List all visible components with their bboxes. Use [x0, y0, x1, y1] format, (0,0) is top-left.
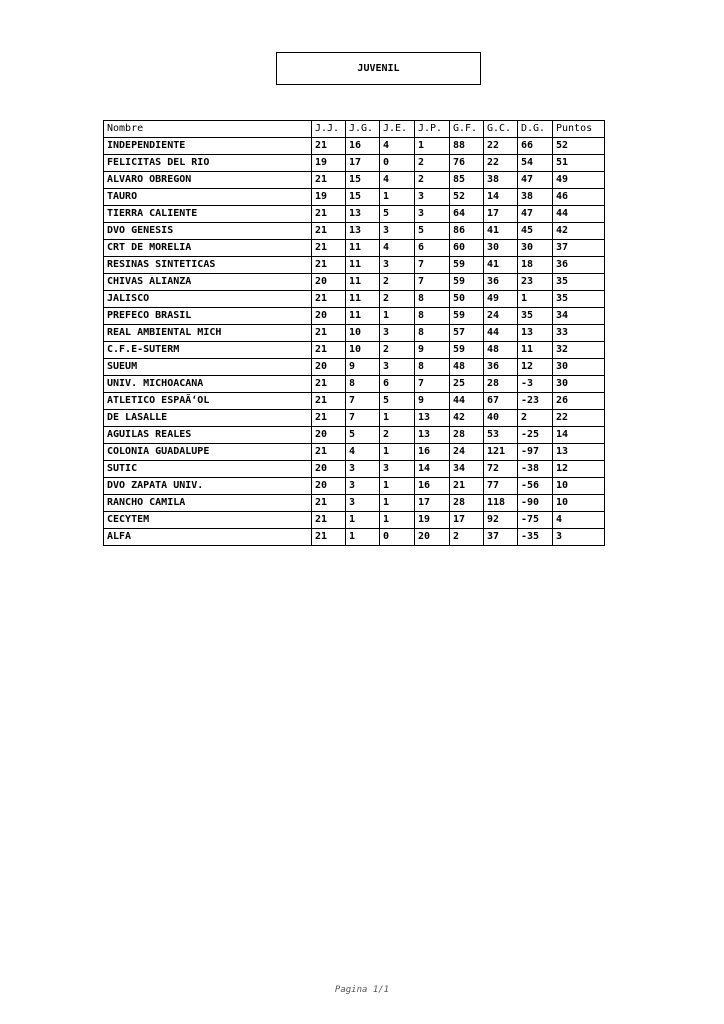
- jj-cell: 21: [312, 376, 346, 393]
- gf-cell: 85: [450, 172, 484, 189]
- jg-cell: 3: [346, 495, 380, 512]
- gc-cell: 44: [484, 325, 518, 342]
- puntos-cell: 14: [553, 427, 605, 444]
- table-row: [104, 376, 605, 393]
- team-name-cell: CRT DE MORELIA: [104, 240, 312, 257]
- team-name-cell: CECYTEM: [104, 512, 312, 529]
- table-body: [104, 138, 605, 546]
- jg-cell: 11: [346, 308, 380, 325]
- jg-cell: 3: [346, 478, 380, 495]
- table-row: [104, 223, 605, 240]
- puntos-cell: 35: [553, 274, 605, 291]
- jj-cell: 20: [312, 274, 346, 291]
- table-title-box: [276, 52, 481, 85]
- table-row: [104, 240, 605, 257]
- je-cell: 3: [380, 223, 415, 240]
- jg-cell: 15: [346, 189, 380, 206]
- gf-cell: 25: [450, 376, 484, 393]
- gf-cell: 44: [450, 393, 484, 410]
- header-je: J.E.: [380, 121, 415, 138]
- gf-cell: 59: [450, 257, 484, 274]
- gc-cell: 48: [484, 342, 518, 359]
- team-name-cell: INDEPENDIENTE: [104, 138, 312, 155]
- jg-cell: 17: [346, 155, 380, 172]
- team-name-cell: CHIVAS ALIANZA: [104, 274, 312, 291]
- table-row: [104, 206, 605, 223]
- dg-cell: 47: [518, 206, 553, 223]
- gf-cell: 28: [450, 495, 484, 512]
- standings-table: [103, 120, 605, 546]
- team-name-cell: SUEUM: [104, 359, 312, 376]
- jj-cell: 21: [312, 512, 346, 529]
- puntos-cell: 46: [553, 189, 605, 206]
- dg-cell: 1: [518, 291, 553, 308]
- jj-cell: 21: [312, 138, 346, 155]
- table-row: [104, 359, 605, 376]
- jj-cell: 21: [312, 257, 346, 274]
- jp-cell: 20: [415, 529, 450, 546]
- table-row: [104, 427, 605, 444]
- jg-cell: 8: [346, 376, 380, 393]
- table-row: [104, 512, 605, 529]
- jj-cell: 20: [312, 427, 346, 444]
- table-row: [104, 189, 605, 206]
- je-cell: 1: [380, 478, 415, 495]
- je-cell: 2: [380, 427, 415, 444]
- team-name-cell: DVO GENESIS: [104, 223, 312, 240]
- je-cell: 2: [380, 291, 415, 308]
- dg-cell: 13: [518, 325, 553, 342]
- team-name-cell: RANCHO CAMILA: [104, 495, 312, 512]
- gf-cell: 34: [450, 461, 484, 478]
- jj-cell: 21: [312, 325, 346, 342]
- je-cell: 3: [380, 325, 415, 342]
- dg-cell: 12: [518, 359, 553, 376]
- header-jp: J.P.: [415, 121, 450, 138]
- team-name-cell: DVO ZAPATA UNIV.: [104, 478, 312, 495]
- gc-cell: 38: [484, 172, 518, 189]
- puntos-cell: 12: [553, 461, 605, 478]
- gc-cell: 36: [484, 359, 518, 376]
- dg-cell: -3: [518, 376, 553, 393]
- jj-cell: 21: [312, 342, 346, 359]
- gf-cell: 50: [450, 291, 484, 308]
- jp-cell: 7: [415, 274, 450, 291]
- gf-cell: 88: [450, 138, 484, 155]
- jj-cell: 21: [312, 172, 346, 189]
- team-name-cell: TAURO: [104, 189, 312, 206]
- jp-cell: 17: [415, 495, 450, 512]
- gc-cell: 37: [484, 529, 518, 546]
- jp-cell: 14: [415, 461, 450, 478]
- jg-cell: 11: [346, 274, 380, 291]
- puntos-cell: 10: [553, 478, 605, 495]
- jp-cell: 2: [415, 155, 450, 172]
- dg-cell: -35: [518, 529, 553, 546]
- gf-cell: 59: [450, 274, 484, 291]
- header-nombre: Nombre: [104, 121, 312, 138]
- jg-cell: 1: [346, 529, 380, 546]
- je-cell: 4: [380, 172, 415, 189]
- puntos-cell: 3: [553, 529, 605, 546]
- jp-cell: 13: [415, 410, 450, 427]
- page-title: JUVENIL: [357, 63, 400, 74]
- table-row: [104, 410, 605, 427]
- puntos-cell: 44: [553, 206, 605, 223]
- jj-cell: 21: [312, 495, 346, 512]
- gc-cell: 17: [484, 206, 518, 223]
- je-cell: 3: [380, 461, 415, 478]
- table-row: [104, 308, 605, 325]
- jj-cell: 20: [312, 308, 346, 325]
- puntos-cell: 42: [553, 223, 605, 240]
- je-cell: 2: [380, 274, 415, 291]
- gc-cell: 118: [484, 495, 518, 512]
- dg-cell: 11: [518, 342, 553, 359]
- gc-cell: 22: [484, 155, 518, 172]
- jj-cell: 21: [312, 444, 346, 461]
- jj-cell: 20: [312, 478, 346, 495]
- jg-cell: 4: [346, 444, 380, 461]
- jg-cell: 15: [346, 172, 380, 189]
- jp-cell: 6: [415, 240, 450, 257]
- je-cell: 5: [380, 206, 415, 223]
- puntos-cell: 34: [553, 308, 605, 325]
- je-cell: 0: [380, 155, 415, 172]
- gf-cell: 57: [450, 325, 484, 342]
- jg-cell: 3: [346, 461, 380, 478]
- je-cell: 3: [380, 257, 415, 274]
- team-name-cell: ALFA: [104, 529, 312, 546]
- dg-cell: 66: [518, 138, 553, 155]
- je-cell: 5: [380, 393, 415, 410]
- puntos-cell: 32: [553, 342, 605, 359]
- jp-cell: 3: [415, 206, 450, 223]
- jp-cell: 9: [415, 393, 450, 410]
- dg-cell: 54: [518, 155, 553, 172]
- je-cell: 1: [380, 495, 415, 512]
- je-cell: 1: [380, 444, 415, 461]
- jp-cell: 9: [415, 342, 450, 359]
- table-row: [104, 478, 605, 495]
- jj-cell: 21: [312, 291, 346, 308]
- team-name-cell: JALISCO: [104, 291, 312, 308]
- jp-cell: 7: [415, 257, 450, 274]
- jp-cell: 8: [415, 359, 450, 376]
- puntos-cell: 37: [553, 240, 605, 257]
- jp-cell: 5: [415, 223, 450, 240]
- team-name-cell: ATLETICO ESPAÃ‘OL: [104, 393, 312, 410]
- jj-cell: 20: [312, 359, 346, 376]
- jg-cell: 7: [346, 410, 380, 427]
- gc-cell: 41: [484, 223, 518, 240]
- gc-cell: 67: [484, 393, 518, 410]
- team-name-cell: UNIV. MICHOACANA: [104, 376, 312, 393]
- jj-cell: 19: [312, 189, 346, 206]
- gc-cell: 121: [484, 444, 518, 461]
- jg-cell: 9: [346, 359, 380, 376]
- gc-cell: 72: [484, 461, 518, 478]
- team-name-cell: PREFECO BRASIL: [104, 308, 312, 325]
- puntos-cell: 22: [553, 410, 605, 427]
- gf-cell: 21: [450, 478, 484, 495]
- gc-cell: 77: [484, 478, 518, 495]
- je-cell: 6: [380, 376, 415, 393]
- gf-cell: 28: [450, 427, 484, 444]
- gf-cell: 24: [450, 444, 484, 461]
- dg-cell: 45: [518, 223, 553, 240]
- puntos-cell: 26: [553, 393, 605, 410]
- jj-cell: 19: [312, 155, 346, 172]
- gf-cell: 48: [450, 359, 484, 376]
- jg-cell: 7: [346, 393, 380, 410]
- puntos-cell: 35: [553, 291, 605, 308]
- table-row: [104, 393, 605, 410]
- puntos-cell: 52: [553, 138, 605, 155]
- header-puntos: Puntos: [553, 121, 605, 138]
- jg-cell: 5: [346, 427, 380, 444]
- team-name-cell: SUTIC: [104, 461, 312, 478]
- jj-cell: 21: [312, 223, 346, 240]
- puntos-cell: 30: [553, 359, 605, 376]
- jp-cell: 19: [415, 512, 450, 529]
- team-name-cell: TIERRA CALIENTE: [104, 206, 312, 223]
- jp-cell: 8: [415, 291, 450, 308]
- team-name-cell: ALVARO OBREGON: [104, 172, 312, 189]
- jj-cell: 21: [312, 410, 346, 427]
- table-row: [104, 342, 605, 359]
- je-cell: 1: [380, 189, 415, 206]
- header-gc: G.C.: [484, 121, 518, 138]
- jg-cell: 16: [346, 138, 380, 155]
- dg-cell: -75: [518, 512, 553, 529]
- team-name-cell: RESINAS SINTETICAS: [104, 257, 312, 274]
- jj-cell: 21: [312, 240, 346, 257]
- table-row: [104, 155, 605, 172]
- gf-cell: 59: [450, 308, 484, 325]
- gf-cell: 59: [450, 342, 484, 359]
- gf-cell: 64: [450, 206, 484, 223]
- dg-cell: 23: [518, 274, 553, 291]
- je-cell: 4: [380, 138, 415, 155]
- table-row: [104, 325, 605, 342]
- gf-cell: 17: [450, 512, 484, 529]
- gc-cell: 49: [484, 291, 518, 308]
- puntos-cell: 13: [553, 444, 605, 461]
- team-name-cell: C.F.E-SUTERM: [104, 342, 312, 359]
- table-row: [104, 495, 605, 512]
- team-name-cell: AGUILAS REALES: [104, 427, 312, 444]
- gc-cell: 14: [484, 189, 518, 206]
- jj-cell: 20: [312, 461, 346, 478]
- jp-cell: 3: [415, 189, 450, 206]
- dg-cell: 18: [518, 257, 553, 274]
- dg-cell: -56: [518, 478, 553, 495]
- jg-cell: 13: [346, 223, 380, 240]
- header-jj: J.J.: [312, 121, 346, 138]
- jg-cell: 10: [346, 325, 380, 342]
- table-row: [104, 257, 605, 274]
- jp-cell: 2: [415, 172, 450, 189]
- jp-cell: 7: [415, 376, 450, 393]
- team-name-cell: COLONIA GUADALUPE: [104, 444, 312, 461]
- puntos-cell: 33: [553, 325, 605, 342]
- je-cell: 0: [380, 529, 415, 546]
- table-row: [104, 291, 605, 308]
- gf-cell: 60: [450, 240, 484, 257]
- gf-cell: 42: [450, 410, 484, 427]
- gf-cell: 2: [450, 529, 484, 546]
- gc-cell: 22: [484, 138, 518, 155]
- team-name-cell: REAL AMBIENTAL MICH: [104, 325, 312, 342]
- page-footer: Pagina 1/1: [334, 985, 390, 995]
- jp-cell: 1: [415, 138, 450, 155]
- je-cell: 4: [380, 240, 415, 257]
- table-row: [104, 529, 605, 546]
- dg-cell: 30: [518, 240, 553, 257]
- header-jg: J.G.: [346, 121, 380, 138]
- jp-cell: 16: [415, 478, 450, 495]
- jj-cell: 21: [312, 529, 346, 546]
- je-cell: 2: [380, 342, 415, 359]
- header-dg: D.G.: [518, 121, 553, 138]
- dg-cell: -97: [518, 444, 553, 461]
- jp-cell: 8: [415, 308, 450, 325]
- table-row: [104, 444, 605, 461]
- dg-cell: 38: [518, 189, 553, 206]
- puntos-cell: 4: [553, 512, 605, 529]
- dg-cell: 35: [518, 308, 553, 325]
- je-cell: 1: [380, 410, 415, 427]
- gf-cell: 52: [450, 189, 484, 206]
- team-name-cell: DE LASALLE: [104, 410, 312, 427]
- jj-cell: 21: [312, 206, 346, 223]
- jp-cell: 8: [415, 325, 450, 342]
- table-row: [104, 274, 605, 291]
- je-cell: 3: [380, 359, 415, 376]
- puntos-cell: 36: [553, 257, 605, 274]
- jg-cell: 11: [346, 291, 380, 308]
- puntos-cell: 49: [553, 172, 605, 189]
- table-row: [104, 138, 605, 155]
- dg-cell: -23: [518, 393, 553, 410]
- jj-cell: 21: [312, 393, 346, 410]
- team-name-cell: FELICITAS DEL RIO: [104, 155, 312, 172]
- dg-cell: -38: [518, 461, 553, 478]
- puntos-cell: 10: [553, 495, 605, 512]
- header-gf: G.F.: [450, 121, 484, 138]
- gc-cell: 30: [484, 240, 518, 257]
- gc-cell: 53: [484, 427, 518, 444]
- gc-cell: 28: [484, 376, 518, 393]
- je-cell: 1: [380, 308, 415, 325]
- dg-cell: 47: [518, 172, 553, 189]
- jg-cell: 11: [346, 240, 380, 257]
- table-row: [104, 461, 605, 478]
- jg-cell: 11: [346, 257, 380, 274]
- gc-cell: 36: [484, 274, 518, 291]
- jp-cell: 16: [415, 444, 450, 461]
- jp-cell: 13: [415, 427, 450, 444]
- gf-cell: 86: [450, 223, 484, 240]
- puntos-cell: 51: [553, 155, 605, 172]
- jg-cell: 13: [346, 206, 380, 223]
- table-header-row: [104, 121, 605, 138]
- gc-cell: 92: [484, 512, 518, 529]
- gc-cell: 40: [484, 410, 518, 427]
- dg-cell: 2: [518, 410, 553, 427]
- gc-cell: 41: [484, 257, 518, 274]
- je-cell: 1: [380, 512, 415, 529]
- jg-cell: 10: [346, 342, 380, 359]
- gc-cell: 24: [484, 308, 518, 325]
- gf-cell: 76: [450, 155, 484, 172]
- dg-cell: -25: [518, 427, 553, 444]
- jg-cell: 1: [346, 512, 380, 529]
- dg-cell: -90: [518, 495, 553, 512]
- table-row: [104, 172, 605, 189]
- puntos-cell: 30: [553, 376, 605, 393]
